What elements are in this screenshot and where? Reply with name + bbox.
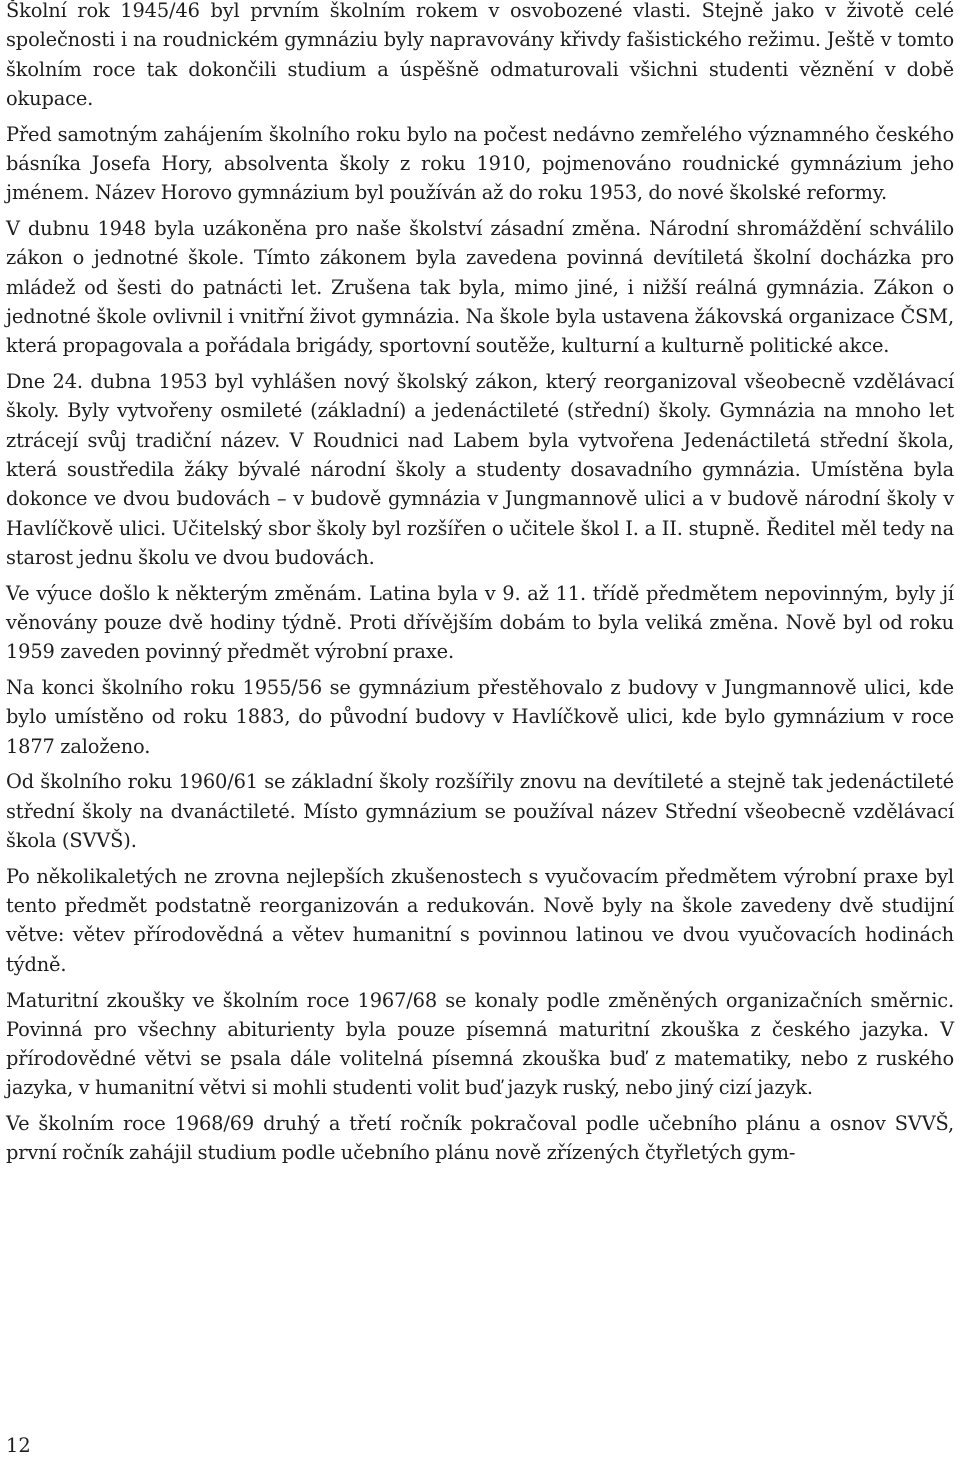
paragraph-1948-reform: V dubnu 1948 byla uzákoněna pro naše školství zásadní změna. Národní shromáždění schválilo zákon o jednotné škole. Tímto zákonem byla zavedena povinná devítiletá školní docházka pro mládež od šesti do patnácti let. Zrušena tak byla, mimo jiné, i nižší reálná gymnázia. Zákon o jednotné škole ovlivnil i vnitřní život gymnázia. Na škole byla ustavena žákovská organizace ČSM, která propagovala a pořádala brigády, sportovní soutěže, kulturní a kulturně politické akce.: [6, 217, 954, 358]
page-number: 12: [6, 1434, 31, 1457]
paragraph-teaching-changes: Ve výuce došlo k některým změnám. Latina byla v 9. až 11. třídě předmětem nepovinným, byly jí věnovány pouze dvě hodiny týdně. Proti dřívějším dobám to byla veliká změna. Nově byl od roku 1959 zaveden povinný předmět výrobní praxe.: [6, 581, 954, 664]
paragraph-1953-law: Dne 24. dubna 1953 byl vyhlášen nový školský zákon, který reorganizoval všeobecně vzdělávací školy. Byly vytvořeny osmileté (základní) a jedenáctileté (střední) školy. Gymnázia na mnoho let ztrácejí svůj tradiční název. V Roudnici nad Labem byla vytvořena Jedenáctiletá střední škola, která soustředila žáky bývalé národní školy a studenty dosavadního gymnázia. Umístěna byla dokonce ve dvou budovách – v budově gymnázia v Jungmannově ulici a v budově národní školy v Havlíčkově ulici. Učitelský sbor školy byl rozšířen o učitele škol I. a II. stupně. Ředitel měl tedy na starost jednu školu ve dvou budovách.: [6, 370, 954, 569]
paragraph-1955-56-move: Na konci školního roku 1955/56 se gymnázium přestěhovalo z budovy v Jungmannově ulici, kde bylo umístěno od roku 1883, do původní budovy v Havlíčkově ulici, kde bylo gymnázium v roce 1877 založeno.: [6, 676, 954, 758]
paragraph-josef-hora: Před samotným zahájením školního roku bylo na počest nedávno zemřelého významného českého básníka Josefa Hory, absolventa školy z roku 1910, pojmenováno roudnické gymnázium jeho jménem. Název Horovo gymnázium byl používán až do roku 1953, do nové školské reformy.: [6, 122, 954, 205]
text-column: [6, 0, 954, 1168]
paragraph-1967-68-exams: Maturitní zkoušky ve školním roce 1967/68 se konaly podle změněných organizačních směrnic. Povinná pro všechny abiturienty byla pouze písemná maturitní zkouška z českého jazyka. V přírodovědné větvi se psala dále volitelná písemná zkouška buď z matematiky, nebo z ruského jazyka, v humanitní větvi si mohli studenti volit buď jazyk ruský, nebo jiný cizí jazyk.: [6, 988, 954, 1100]
paragraph-1945-46: Školní rok 1945/46 byl prvním školním rokem v osvobozené vlasti. Stejně jako v životě celé společnosti i na roudnickém gymnáziu byly napravovány křivdy fašistického režimu. Ještě v tomto školním roce tak dokončili studium a úspěšně odmaturovali všichni studenti věznění v době okupace.: [6, 0, 954, 110]
paragraph-study-branches: Po několikaletých ne zrovna nejlepších zkušenostech s vyučovacím předmětem výrobní praxe byl tento předmět podstatně reorganizován a redukován. Nově byly na škole zavedeny dvě studijní větve: větev přírodovědná a větev humanitní s povinnou latinou ve dvou vyučovacích hodinách týdně.: [6, 864, 954, 976]
paragraph-1968-69: Ve školním roce 1968/69 druhý a třetí ročník pokračoval podle učebního plánu a osnov SVVŠ, první ročník zahájil studium podle učebního plánu nově zřízených čtyřletých gym-: [6, 1112, 954, 1165]
paragraph-1960-61: Od školního roku 1960/61 se základní školy rozšířily znovu na devítileté a stejně tak jedenáctileté střední školy na dvanáctileté. Místo gymnázium se používal název Střední všeobecně vzdělávací škola (SVVŠ).: [6, 770, 954, 853]
